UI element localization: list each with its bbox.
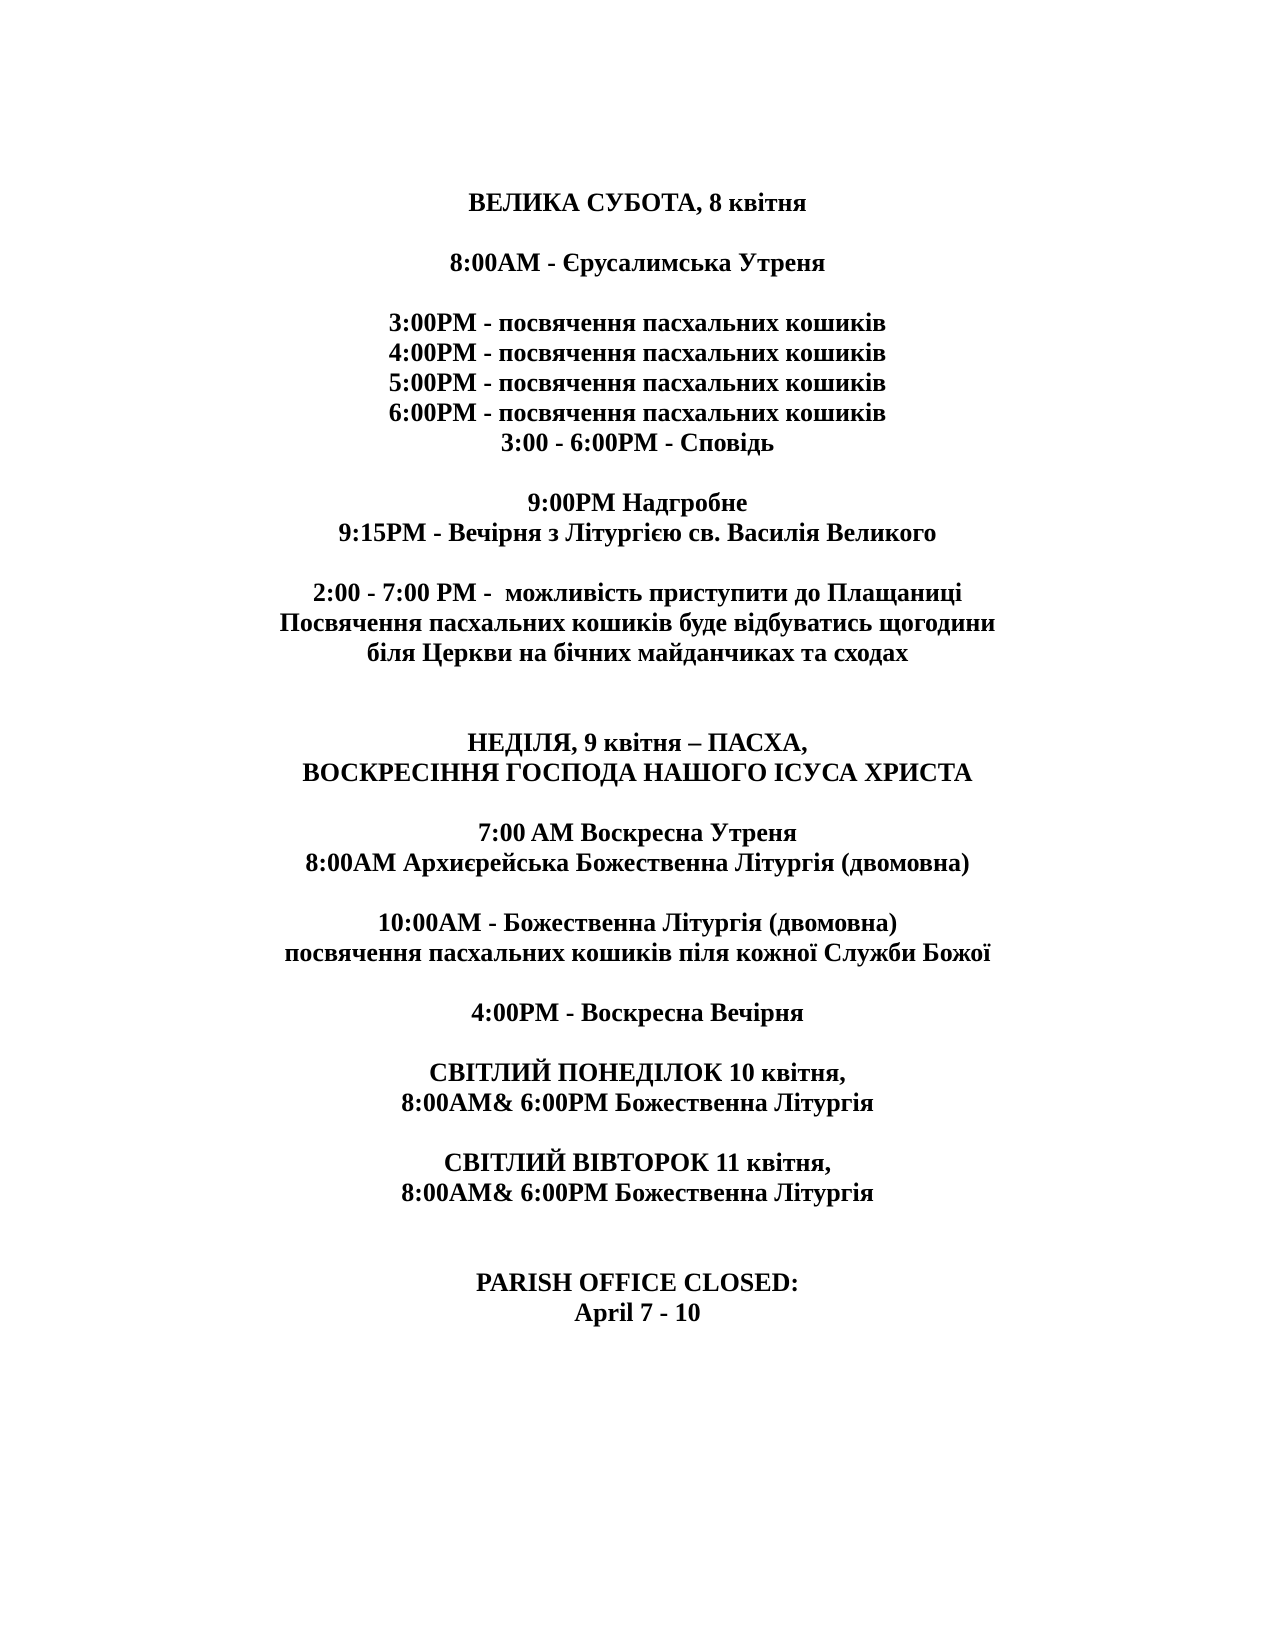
schedule-content (0, 188, 1275, 1328)
bright-monday-title: СВІТЛИЙ ПОНЕДІЛОК 10 квітня, (429, 1058, 846, 1087)
spacer (0, 548, 1275, 578)
sunday-hierarchical-liturgy: 8:00AM Архиєрейська Божественна Літургія (двомовна) (305, 848, 970, 877)
basket-blessing-3pm: 3:00PM - посвячення пасхальних кошиків (388, 308, 887, 337)
sunday-divine-liturgy: 10:00AM - Божественна Літургія (двомовна) (377, 908, 898, 937)
spacer (0, 968, 1275, 998)
sunday-vespers: 4:00PM - Воскресна Вечірня (471, 998, 804, 1027)
nadhrobne-service: 9:00PM Надгробне (527, 488, 748, 517)
saturday-vespers-liturgy: 9:15PM - Вечірня з Літургією св. Василія Великого (338, 518, 937, 547)
bright-monday-liturgy: 8:00AM& 6:00PM Божественна Літургія (401, 1088, 874, 1117)
parish-office-closed-dates: April 7 - 10 (574, 1298, 701, 1327)
bright-tuesday-title: СВІТЛИЙ ВІВТОРОК 11 квітня, (443, 1148, 832, 1177)
bright-tuesday-liturgy: 8:00AM& 6:00PM Божественна Літургія (401, 1178, 874, 1207)
holy-saturday-title: ВЕЛИКА СУБОТА, 8 квітня (468, 188, 807, 217)
easter-sunday-subtitle: ВОСКРЕСІННЯ ГОСПОДА НАШОГО ІСУСА ХРИСТА (302, 758, 973, 787)
basket-blessing-6pm: 6:00PM - посвячення пасхальних кошиків (388, 398, 887, 427)
basket-blessing-location-note: біля Церкви на бічних майданчиках та сходах (366, 638, 909, 667)
sunday-basket-blessing-note: посвячення пасхальних кошиків піля кожної Служби Божої (284, 938, 991, 967)
spacer (0, 458, 1275, 488)
confession-time: 3:00 - 6:00PM - Сповідь (500, 428, 775, 457)
saturday-matins: 8:00AM - Єрусалимська Утреня (449, 248, 826, 277)
basket-blessing-5pm: 5:00PM - посвячення пасхальних кошиків (388, 368, 887, 397)
spacer (0, 1028, 1275, 1058)
parish-office-closed-title: PARISH OFFICE CLOSED: (475, 1268, 800, 1297)
sunday-matins: 7:00 AM Воскресна Утреня (478, 818, 797, 847)
spacer (0, 278, 1275, 308)
spacer (0, 1208, 1275, 1268)
basket-blessing-4pm: 4:00PM - посвячення пасхальних кошиків (388, 338, 887, 367)
easter-sunday-title: НЕДІЛЯ, 9 квітня – ПАСХА, (467, 728, 808, 757)
basket-blessing-hourly-note: Посвячення пасхальних кошиків буде відбуватись щогодини (279, 608, 996, 637)
spacer (0, 1118, 1275, 1148)
spacer (0, 218, 1275, 248)
spacer (0, 668, 1275, 728)
shroud-veneration-note: 2:00 - 7:00 PM - можливість приступити до Плащаниці (312, 578, 963, 607)
spacer (0, 878, 1275, 908)
spacer (0, 788, 1275, 818)
